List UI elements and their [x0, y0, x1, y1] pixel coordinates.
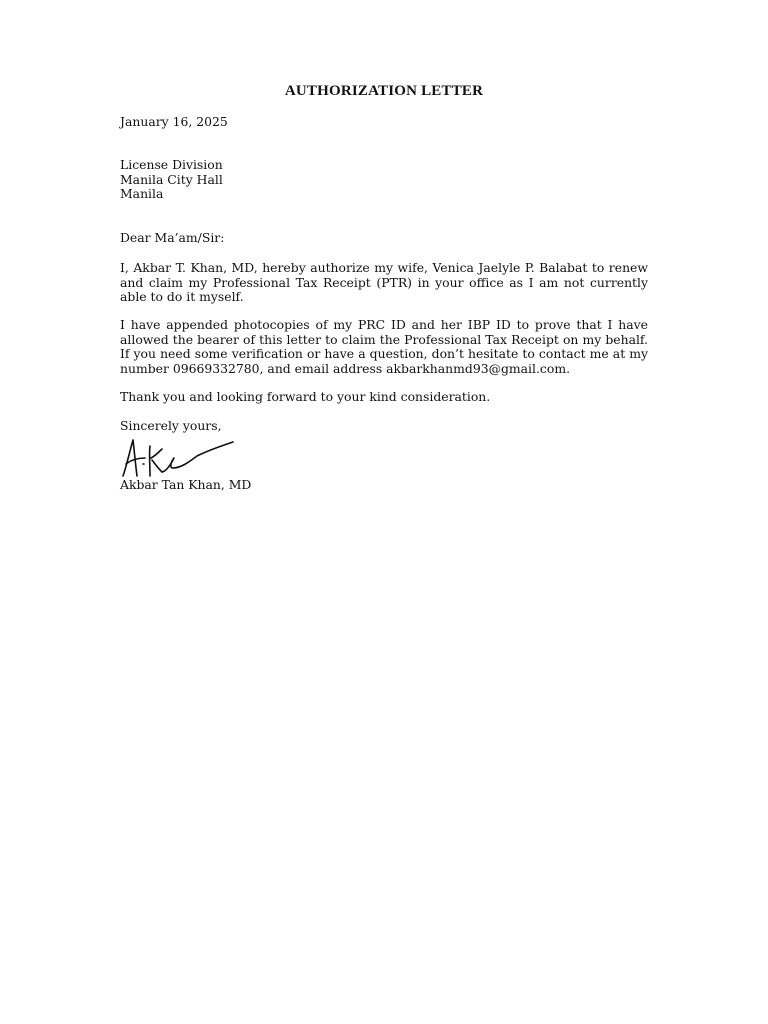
recipient-address — [120, 158, 648, 202]
letter-title: AUTHORIZATION LETTER — [284, 83, 484, 99]
closing: Sincerely yours, — [120, 418, 222, 433]
handwritten-signature — [119, 434, 239, 484]
letter-date: January 16, 2025 — [120, 114, 228, 129]
body-paragraph-1: I, Akbar T. Khan, MD, hereby authorize my wife, Venica Jaelyle P. Balabat to renew and claim my Professional Tax Receipt (PTR) in your office as I am not currently able to do it myself. — [120, 260, 648, 305]
recipient-line-1: License Division — [120, 157, 223, 172]
signer-name: Akbar Tan Khan, MD — [120, 477, 252, 492]
body-paragraph-3: Thank you and looking forward to your kind consideration. — [120, 389, 491, 404]
salutation: Dear Ma’am/Sir: — [120, 230, 225, 245]
recipient-line-3: Manila — [120, 186, 164, 202]
body-paragraph-2: I have appended photocopies of my PRC ID and her IBP ID to prove that I have allowed the bearer of this letter to claim the Professional Tax Receipt on my behalf. If you need some verification or have a question, don’t hesitate to contact me at my number 09669332780, and email address akbarkhanmd93@gmail.com. — [120, 317, 648, 376]
recipient-line-2: Manila City Hall — [120, 171, 223, 187]
